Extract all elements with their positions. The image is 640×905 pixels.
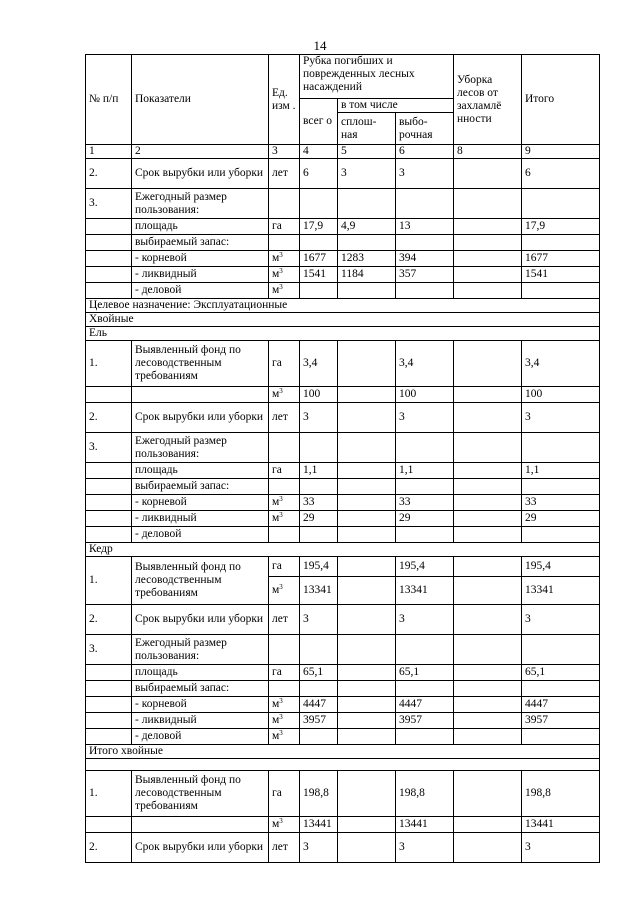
table-row — [86, 511, 600, 527]
unit-cell: га — [269, 341, 300, 387]
section-conifers: Хвойные — [86, 313, 600, 327]
value-cell: 1184 — [338, 267, 396, 283]
unit-cell: $м^3$ — [269, 697, 300, 713]
page-number: 14 — [313, 38, 327, 53]
table-row — [86, 527, 600, 543]
row-label: Ежегодный размер пользования: — [132, 635, 269, 665]
table-row — [86, 189, 600, 219]
row-number: 2. — [86, 605, 132, 635]
table-row — [86, 219, 600, 235]
header-indicators: Показатели — [132, 55, 269, 145]
table-row — [86, 771, 600, 817]
value-cell: 1,1 — [396, 463, 454, 479]
colnum: 6 — [396, 145, 454, 159]
value-cell: 13341 — [522, 577, 600, 605]
value-cell: 1541 — [522, 267, 600, 283]
value-cell: 3 — [396, 833, 454, 863]
column-numbers-row — [86, 145, 600, 159]
section-purpose: Целевое назначение: Эксплуатационные — [86, 299, 600, 313]
row-number: 2. — [86, 403, 132, 433]
table-row — [86, 251, 600, 267]
unit-cell: га — [269, 557, 300, 577]
value-cell: 3957 — [300, 713, 338, 729]
unit-cell: $м^3$ — [269, 283, 300, 299]
value-cell: 3,4 — [396, 341, 454, 387]
row-label: выбираемый запас: — [132, 235, 269, 251]
row-number: 1. — [86, 771, 132, 817]
table-row — [86, 463, 600, 479]
unit-cell: $м^3$ — [269, 251, 300, 267]
value-cell: 13441 — [396, 817, 454, 833]
unit-cell: лет — [269, 833, 300, 863]
value-cell: 198,8 — [396, 771, 454, 817]
value-cell: 100 — [522, 387, 600, 403]
value-cell: 1283 — [338, 251, 396, 267]
row-number: 1. — [86, 341, 132, 387]
unit-cell: лет — [269, 403, 300, 433]
row-label: - ликвидный — [132, 511, 269, 527]
unit-cell: $м^3$ — [269, 577, 300, 605]
value-cell: 195,4 — [522, 557, 600, 577]
unit-cell: $м^3$ — [269, 729, 300, 745]
row-number: 1. — [86, 557, 132, 605]
unit-cell: $м^3$ — [269, 817, 300, 833]
value-cell: 394 — [396, 251, 454, 267]
table-row — [86, 681, 600, 697]
table-row — [86, 433, 600, 463]
unit-cell: га — [269, 665, 300, 681]
header-including: в том числе — [338, 99, 454, 113]
row-label: площадь — [132, 219, 269, 235]
value-cell: 1,1 — [300, 463, 338, 479]
row-number: 2. — [86, 159, 132, 189]
table-row — [86, 817, 600, 833]
row-label: Срок вырубки или уборки — [132, 605, 269, 635]
row-label: Срок вырубки или уборки — [132, 159, 269, 189]
header-total-all: всег о — [300, 99, 338, 145]
value-cell: 6 — [522, 159, 600, 189]
row-label: - ликвидный — [132, 267, 269, 283]
table-row — [86, 479, 600, 495]
unit-cell: га — [269, 463, 300, 479]
value-cell: 100 — [300, 387, 338, 403]
row-label: - корневой — [132, 251, 269, 267]
colnum: 8 — [454, 145, 522, 159]
header-unit: Ед. изм . — [269, 55, 300, 145]
unit-cell: га — [269, 219, 300, 235]
value-cell — [454, 159, 522, 189]
row-number: 3. — [86, 189, 132, 219]
value-cell: 3 — [522, 833, 600, 863]
section-total-conifers: Итого хвойные — [86, 745, 600, 759]
row-number: 2. — [86, 833, 132, 863]
value-cell: 3 — [300, 833, 338, 863]
value-cell: 13 — [396, 219, 454, 235]
table-row — [86, 267, 600, 283]
header-num: № п/п — [86, 55, 132, 145]
row-label: Выявленный фонд по лесоводственным требованиям — [132, 557, 269, 605]
value-cell: 29 — [396, 511, 454, 527]
table-row — [86, 341, 600, 387]
table-row — [86, 495, 600, 511]
table-row — [86, 557, 600, 577]
value-cell: 195,4 — [396, 557, 454, 577]
row-label: - корневой — [132, 697, 269, 713]
value-cell: 13341 — [396, 577, 454, 605]
colnum: 9 — [522, 145, 600, 159]
unit-cell: $м^3$ — [269, 495, 300, 511]
row-label: выбираемый запас: — [132, 479, 269, 495]
value-cell: 33 — [396, 495, 454, 511]
header-total: Итого — [522, 55, 600, 145]
value-cell: 17,9 — [522, 219, 600, 235]
header-solid: сплош-ная — [338, 113, 396, 145]
row-number: 3. — [86, 433, 132, 463]
value-cell: 3 — [300, 403, 338, 433]
table-row — [86, 635, 600, 665]
value-cell: 1541 — [300, 267, 338, 283]
value-cell: 33 — [300, 495, 338, 511]
value-cell: 3 — [396, 605, 454, 635]
row-label: - ликвидный — [132, 713, 269, 729]
row-label: площадь — [132, 665, 269, 681]
unit-cell: лет — [269, 159, 300, 189]
table-row — [86, 697, 600, 713]
row-number: 3. — [86, 635, 132, 665]
value-cell: 13441 — [300, 817, 338, 833]
unit-cell: $м^3$ — [269, 511, 300, 527]
value-cell: 3 — [338, 159, 396, 189]
row-label: - деловой — [132, 527, 269, 543]
colnum: 4 — [300, 145, 338, 159]
header-selective: выбо-рочная — [396, 113, 454, 145]
value-cell: 3957 — [396, 713, 454, 729]
section-cedar: Кедр — [86, 543, 600, 557]
row-label: - корневой — [132, 495, 269, 511]
table-row — [86, 729, 600, 745]
value-cell: 17,9 — [300, 219, 338, 235]
row-label: - деловой — [132, 283, 269, 299]
value-cell: 65,1 — [300, 665, 338, 681]
forest-use-table — [85, 54, 600, 863]
value-cell: 4447 — [300, 697, 338, 713]
value-cell: 3,4 — [522, 341, 600, 387]
table-row — [86, 235, 600, 251]
row-label: Срок вырубки или уборки — [132, 833, 269, 863]
row-label: Ежегодный размер пользования: — [132, 189, 269, 219]
row-label: - деловой — [132, 729, 269, 745]
unit-cell: $м^3$ — [269, 387, 300, 403]
value-cell: 3 — [522, 403, 600, 433]
header-cleanup: Уборка лесов от захламлё нности — [454, 55, 522, 145]
value-cell: 29 — [522, 511, 600, 527]
table-row — [86, 387, 600, 403]
value-cell: 4,9 — [338, 219, 396, 235]
value-cell: 3 — [396, 159, 454, 189]
row-label: Выявленный фонд по лесоводственным требованиям — [132, 341, 269, 387]
row-label: Ежегодный размер пользования: — [132, 433, 269, 463]
table-row — [86, 833, 600, 863]
value-cell: 1677 — [300, 251, 338, 267]
colnum: 5 — [338, 145, 396, 159]
value-cell: 1,1 — [522, 463, 600, 479]
value-cell: 198,8 — [300, 771, 338, 817]
value-cell: 195,4 — [300, 557, 338, 577]
colnum: 2 — [132, 145, 269, 159]
section-spruce: Ель — [86, 327, 600, 341]
colnum: 3 — [269, 145, 300, 159]
table-row — [86, 665, 600, 681]
unit-cell: лет — [269, 605, 300, 635]
unit-cell: $м^3$ — [269, 713, 300, 729]
unit-cell: га — [269, 771, 300, 817]
value-cell: 6 — [300, 159, 338, 189]
value-cell: 198,8 — [522, 771, 600, 817]
value-cell: 4447 — [522, 697, 600, 713]
row-label: площадь — [132, 463, 269, 479]
table-row — [86, 283, 600, 299]
value-cell: 3 — [396, 403, 454, 433]
unit-cell: $м^3$ — [269, 267, 300, 283]
value-cell: 357 — [396, 267, 454, 283]
value-cell: 29 — [300, 511, 338, 527]
value-cell: 65,1 — [522, 665, 600, 681]
table-row — [86, 403, 600, 433]
value-cell: 33 — [522, 495, 600, 511]
blank-row — [86, 759, 600, 771]
value-cell: 3 — [522, 605, 600, 635]
row-label: выбираемый запас: — [132, 681, 269, 697]
value-cell: 3,4 — [300, 341, 338, 387]
row-label: Выявленный фонд по лесоводственным требованиям — [132, 771, 269, 817]
table-row — [86, 605, 600, 635]
table-row — [86, 713, 600, 729]
value-cell: 3957 — [522, 713, 600, 729]
value-cell: 65,1 — [396, 665, 454, 681]
value-cell: 1677 — [522, 251, 600, 267]
row-label: Срок вырубки или уборки — [132, 403, 269, 433]
colnum: 1 — [86, 145, 132, 159]
value-cell: 3 — [300, 605, 338, 635]
value-cell: 100 — [396, 387, 454, 403]
value-cell: 4447 — [396, 697, 454, 713]
value-cell: 13341 — [300, 577, 338, 605]
header-felling: Рубка погибших и поврежденных лесных насаждений — [300, 55, 454, 99]
value-cell: 13441 — [522, 817, 600, 833]
table-row — [86, 159, 600, 189]
